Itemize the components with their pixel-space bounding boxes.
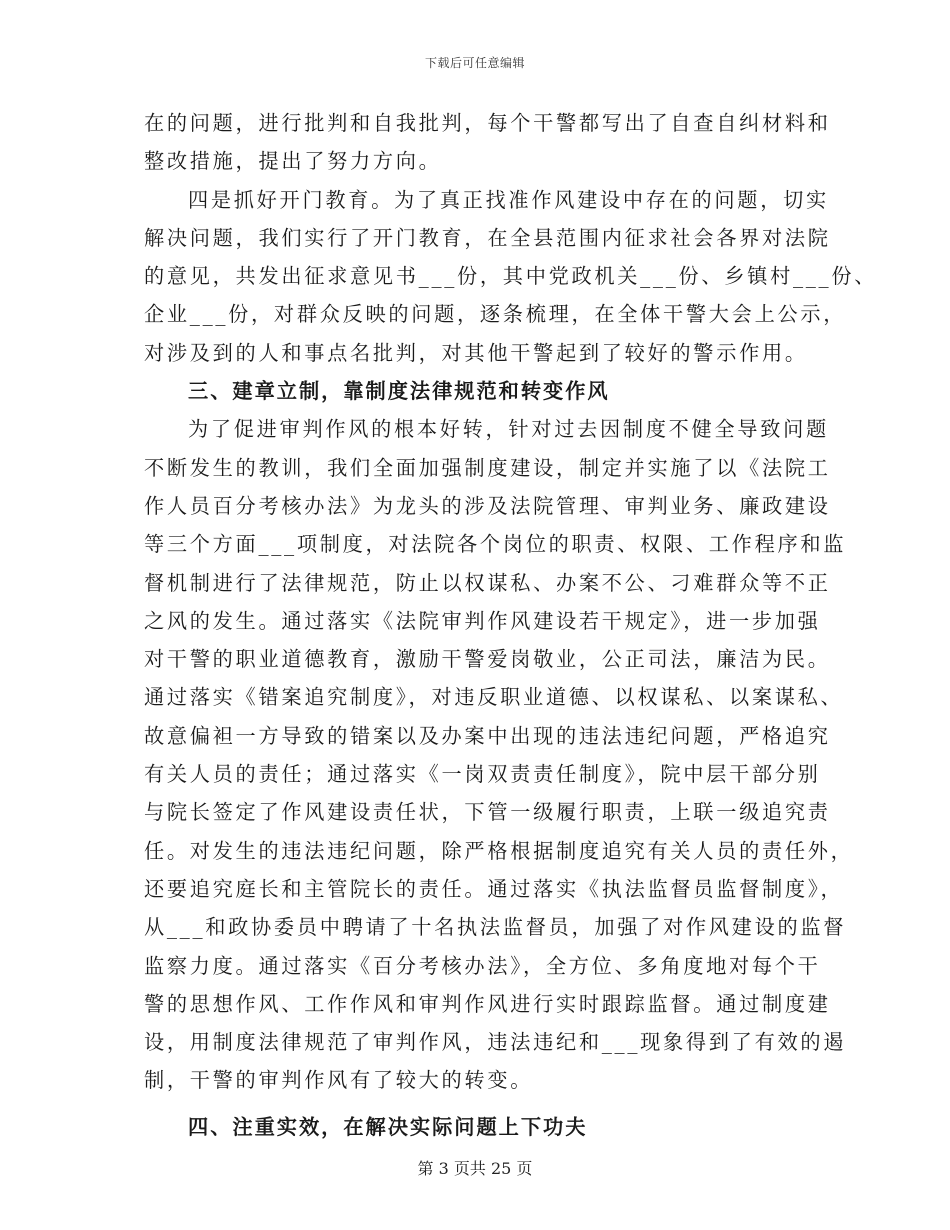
section-heading: 四、注重实效，在解决实际问题上下功夫 xyxy=(188,1114,588,1139)
body-line: 还要追究庭长和主管院长的责任。通过落实《执法监督员监督制度》， xyxy=(144,876,844,901)
body-line: 整改措施，提出了努力方向。 xyxy=(144,149,442,174)
section-heading: 三、建章立制，靠制度法律规范和转变作风 xyxy=(188,379,610,404)
body-line: 督机制进行了法律规范，防止以权谋私、办案不公、刁难群众等不正 xyxy=(144,570,831,595)
header-note: 下载后可任意编辑 xyxy=(424,56,525,70)
body-line: 故意偏袒一方导致的错案以及办案中出现的违法违纪问题，严格追究 xyxy=(144,723,831,748)
body-line: 等三个方面___项制度，对法院各个岗位的职责、权限、工作程序和监 xyxy=(144,532,847,557)
body-line: 有关人员的责任；通过落实《一岗双责责任制度》，院中层干部分别 xyxy=(144,762,821,787)
body-line: 对干警的职业道德教育，激励干警爱岗敬业，公正司法，廉洁为民。 xyxy=(144,647,831,672)
body-line: 对涉及到的人和事点名批判，对其他干警起到了较好的警示作用。 xyxy=(144,340,808,365)
body-line: 在的问题，进行批判和自我批判，每个干警都写出了自查自纠材料和 xyxy=(144,111,831,135)
body-line: 的意见，共发出征求意见书___份，其中党政机关___份、乡镇村___份、 xyxy=(144,264,878,289)
document-body xyxy=(144,104,878,1146)
body-line: 从___和政协委员中聘请了十名执法监督员，加强了对作风建设的监督 xyxy=(144,915,847,940)
body-line: 警的思想作风、工作作风和审判作风进行实时跟踪监督。通过制度建 xyxy=(144,991,831,1016)
body-line: 解决问题，我们实行了开门教育，在全县范围内征求社会各界对法院 xyxy=(144,225,831,250)
body-line: 四是抓好开门教育。为了真正找准作风建设中存在的问题，切实 xyxy=(188,187,829,212)
body-line: 之风的发生。通过落实《法院审判作风建设若干规定》，进一步加强 xyxy=(144,608,821,633)
body-line: 作人员百分考核办法》为龙头的涉及法院管理、审判业务、廉政建设 xyxy=(144,493,831,518)
body-line: 监察力度。通过落实《百分考核办法》，全方位、多角度地对每个干 xyxy=(144,953,821,978)
body-line: 为了促进审判作风的根本好转，针对过去因制度不健全导致问题 xyxy=(188,417,829,442)
body-line: 不断发生的教训，我们全面加强制度建设，制定并实施了以《法院工 xyxy=(144,455,831,480)
page-number: 第 3 页共 25 页 xyxy=(417,1159,533,1178)
body-line: 与院长签定了作风建设责任状，下管一级履行职责，上联一级追究责 xyxy=(144,800,831,825)
body-line: 任。对发生的违法违纪问题，除严格根据制度追究有关人员的责任外， xyxy=(144,838,854,863)
body-line: 企业___份，对群众反映的问题，逐条梳理，在全体干警大会上公示， xyxy=(144,302,847,327)
body-line: 通过落实《错案追究制度》，对违反职业道德、以权谋私、以案谋私、 xyxy=(144,685,844,710)
body-line: 制，干警的审判作风有了较大的转变。 xyxy=(144,1068,534,1093)
body-line: 设，用制度法律规范了审判作风，违法违纪和___现象得到了有效的遏 xyxy=(144,1030,847,1055)
